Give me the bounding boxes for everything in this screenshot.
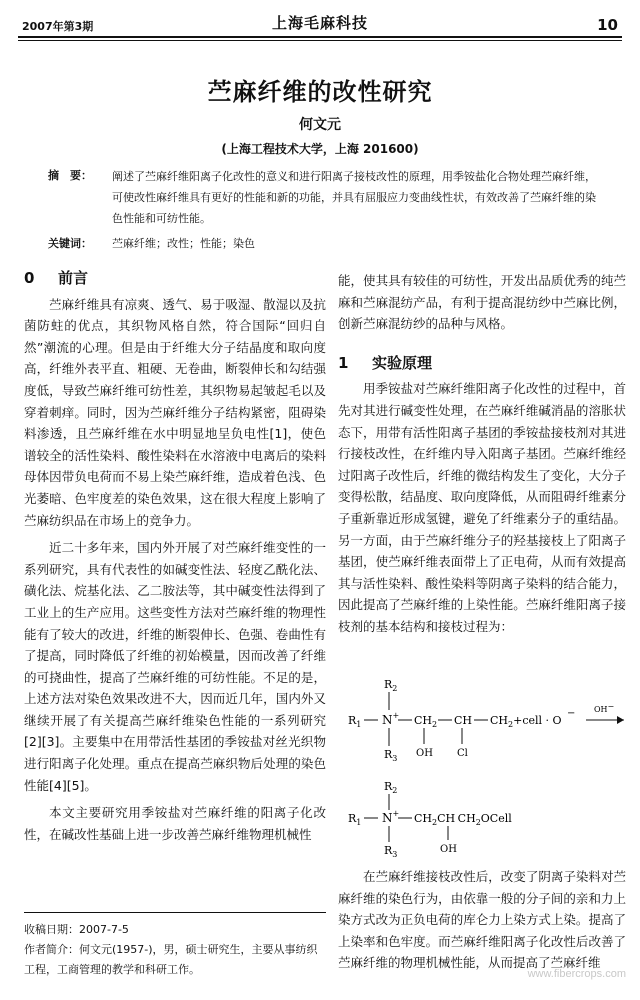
- formula-arrow-label: OH−: [594, 702, 615, 714]
- formula-r3: $R_3$: [384, 844, 398, 859]
- formula-r2: $R_2$: [384, 678, 398, 693]
- section-number: 1: [338, 353, 349, 372]
- paragraph-continued: 能，使其具有较佳的可纺性，开发出品质优秀的纯苎麻和苎麻混纺产品，有利于提高混纺纱中苎麻比例，创新苎麻混纺纱的品种与风格。: [338, 273, 626, 332]
- grafting-formula: [340, 676, 630, 860]
- abstract-label: 摘 要：: [48, 169, 92, 182]
- article-affiliation: (上海工程技术大学，上海 201600): [221, 142, 419, 156]
- formula-ch: CH: [454, 714, 473, 727]
- issue-label: 2007年第3期: [22, 20, 94, 33]
- header-rule: [18, 36, 622, 38]
- formula-oh: OH: [440, 844, 457, 855]
- formula-o-minus: −: [567, 708, 576, 719]
- paragraph: 近二十多年来，国内外开展了对苎麻纤维变性的一系列研究，具有代表性的如碱变性法、轻度乙酰化法、磺化法、烷基化法、乙二胺法等，其中碱变性法得到了工业上的生产应用。这些变性方法对苎麻纤维的物理性能有了较大的改进，纤维的断裂伸长、色强、卷曲性有了提高，同时降低了纤维的初始模量，因而改善了纤维的可挠曲性，提高了苎麻纤维的可纺性能。不足的是，上述方法对染色效果改进不大，因而近几年，国内外又继续开展了有关提高苎麻纤维染色性能的一系列研究[2][3]。主要集中在用带活性基团的季铵盐对丝光织物进行阳离子化处理。重点在提高苎麻织物后处理的染色性能[4][5]。: [24, 540, 326, 793]
- formula-nitrogen: N+: [382, 809, 400, 825]
- section-title: 前言: [58, 269, 89, 287]
- header-rule-thin: [18, 40, 622, 41]
- abstract-text: 阐述了苎麻纤维阳离子化改性的意义和进行阳离子接枝改性的原理，用季铵盐化合物处理苎麻纤维，可使改性麻纤维具有更好的性能和新的功能，并具有屈服应力变曲线性状，有效改善了苎麻纤维的染色性能和可纺性能。: [112, 170, 596, 225]
- paragraph: 在苎麻纤维接枝改性后，改变了阴离子染料对苎麻纤维的染色行为，由依靠一般的分子间的亲和力上染方式改为正负电荷的库仑力上染方式上染。提高了上染率和色牢度。而苎麻纤维阳离子化改性后改善了苎麻纤维的物理机械性能，从而提高了苎麻纤维: [338, 869, 626, 971]
- formula-nitrogen: N+: [382, 711, 400, 727]
- formula-r1: $R_1$: [348, 812, 362, 827]
- right-column-lower: [338, 866, 626, 974]
- formula-r2: $R_2$: [384, 780, 398, 795]
- article-author: 何文元: [299, 117, 341, 133]
- paragraph: 本文主要研究用季铵盐对苎麻纤维的阳离子化改性，在碱改性基础上进一步改善苎麻纤维物理机械性: [24, 805, 326, 842]
- paragraph: 用季铵盐对苎麻纤维阳离子化改性的过程中，首先对其进行碱变性处理，在苎麻纤维碱消晶的溶胀状态下，用带有活性阳离子基团的季铵盐接枝剂对其进行接枝改性，在纤维内导入阳离子基团。苎麻纤维经过阳离子改性后，纤维的微结构发生了变化，大分子变得松散，结晶度、取向度降低，从而阻碍纤维素分子重新靠近形成氢键，避免了纤维素分子的重结晶。另一方面，由于苎麻纤维分子的羟基接枝上了阳离子基团，使苎麻纤维表面带上了正电荷，从而有效提高其与活性染料、酸性染料等阴离子染料的结合能力，因此提高了苎麻纤维的上染性能。苎麻纤维阳离子接枝剂的基本结构和接枝过程为：: [338, 381, 626, 634]
- footnote-author-bio: 作者简介：何文元(1957-)，男，硕士研究生，主要从事纺织工程，工商管理的教学和科研工作。: [24, 943, 318, 976]
- paragraph: 苎麻纤维具有凉爽、透气、易于吸湿、散湿以及抗菌防蛀的优点，其织物风格自然，符合国际“回归自然”潮流的心理。但是由于纤维大分子结晶度和取向度高，纤维外表平直、粗硬、无卷曲，断裂伸长和勾结强度低，导致苎麻纤维可纺性差，其织物易起皱起毛以及穿着刺痒。同时，因为苎麻纤维分子结构紧密，阻碍染料渗透，且苎麻纤维在水中明显地呈负电性[1]，使色谱较全的活性染料、酸性染料在水溶液中电离后的染料母体因带负电荷而不易上染苎麻纤维，造成着色浅、色光萎暗、色牢度差的染色效果，这在很大程度上影响了苎麻纺织品在市场上的竞争力。: [24, 296, 326, 528]
- footnote-rule: [24, 912, 326, 913]
- article-title: 苎麻纤维的改性研究: [207, 78, 433, 106]
- watermark: www.fibercrops.com: [527, 968, 626, 980]
- formula-product-chain: $CH_2CH$ $CH_2OCell$: [414, 812, 512, 827]
- formula-r1: $R_1$: [348, 714, 362, 729]
- section-title: 实验原理: [372, 353, 433, 372]
- right-column: [338, 270, 626, 638]
- arrow-head: [617, 716, 624, 724]
- keywords-text: 苎麻纤维；改性；性能；染色: [112, 237, 255, 250]
- formula-oh: OH: [416, 748, 433, 759]
- footnote-received: 收稿日期：2007-7-5: [24, 923, 129, 936]
- formula-ch2: $CH_2$: [414, 714, 438, 729]
- left-column: [24, 268, 326, 845]
- formula-cl: Cl: [457, 748, 468, 759]
- section-heading-principle: [338, 353, 626, 375]
- journal-name: 上海毛麻科技: [271, 14, 368, 32]
- formula-ch2-cell: $CH_2+cell \cdot O$: [490, 714, 562, 729]
- section-number: 0: [24, 269, 35, 287]
- section-heading-intro: [24, 268, 326, 290]
- keywords-label: 关键词：: [48, 237, 92, 250]
- formula-r3: $R_3$: [384, 748, 398, 763]
- page-number: 10: [597, 16, 618, 34]
